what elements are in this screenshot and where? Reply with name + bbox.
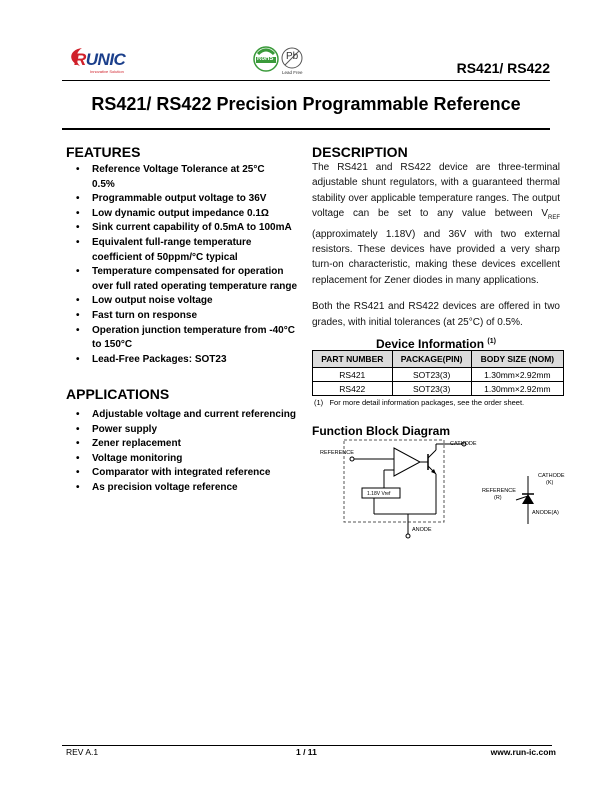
table-row (313, 368, 564, 382)
description-para-2: Both the RS421 and RS422 devices are offered in two grades, with initial tolerances (at 25°C) of 0.5%. (312, 301, 560, 328)
cathode-label: CATHODE (450, 441, 477, 447)
applications-list (66, 408, 306, 496)
application-item: • Power supply (66, 423, 306, 438)
application-item: • Zener replacement (66, 437, 306, 452)
symbol-k-label: (K) (546, 480, 554, 486)
device-info-table (312, 350, 564, 396)
title-divider (62, 128, 550, 130)
table-cell: 1.30mm×2.92mm (471, 368, 563, 382)
page-title: RS421/ RS422 Precision Programmable Reference (91, 94, 521, 114)
op-amp-symbol (394, 448, 420, 476)
table-header: BODY SIZE (NOM) (471, 351, 563, 368)
feature-item: • Programmable output voltage to 36V (66, 192, 306, 207)
header-divider (62, 80, 550, 81)
device-info-note: (1) For more detail information packages, see the order sheet. (314, 398, 525, 407)
vref-label: 1.18V Vref (367, 491, 391, 497)
logo-tagline: Innovative Solution (90, 69, 124, 74)
lead-free-label: Lead Free (282, 70, 303, 75)
logo-text: RUNIC (74, 50, 126, 69)
footer-url[interactable]: www.run-ic.com (490, 747, 556, 757)
feature-item: • Equivalent full-range temperature coefficient of 50ppm/°C typical (66, 236, 306, 265)
table-cell: 1.30mm×2.92mm (471, 382, 563, 396)
pb-label: Pb (286, 51, 299, 62)
table-cell: SOT23(3) (392, 382, 471, 396)
runic-logo (66, 44, 146, 76)
table-header: PART NUMBER (313, 351, 393, 368)
compliance-badges (252, 44, 312, 78)
feature-item: • Operation junction temperature from -40°C to 150°C (66, 324, 306, 353)
description-body (312, 160, 560, 341)
header-part-numbers: RS421/ RS422 (456, 60, 550, 76)
table-cell: RS422 (313, 382, 393, 396)
symbol-reference-label: REFERENCE (482, 488, 516, 494)
feature-item: • Low dynamic output impedance 0.1Ω (66, 207, 306, 222)
function-block-diagram (312, 436, 572, 546)
application-item: • Adjustable voltage and current referencing (66, 408, 306, 423)
description-heading: DESCRIPTION (312, 144, 408, 160)
reference-label: REFERENCE (320, 450, 354, 456)
device-info-title: Device Information $^{(1)}$ (376, 337, 496, 351)
feature-item: • Fast turn on response (66, 309, 306, 324)
feature-item: • Temperature compensated for operation over full rated operating temperature range (66, 265, 306, 294)
block-diagram-title: Function Block Diagram (312, 424, 451, 438)
anode-terminal (406, 534, 410, 538)
symbol-cathode-label: CATHODE (538, 473, 565, 479)
footer-rev: REV A.1 (66, 747, 99, 757)
footer-page: 1 / 11 (296, 747, 317, 757)
application-item: • As precision voltage reference (66, 481, 306, 496)
table-header: PACKAGE(PIN) (392, 351, 471, 368)
table-row (313, 382, 564, 396)
features-heading: FEATURES (66, 144, 141, 160)
description-para-1: The RS421 and RS422 device are three-terminal adjustable shunt regulators, with a guaranteed thermal stability over applicable temperature ranges. The output voltage can be set to any value between $V_{REF}$ (approximately 1.18V) and 36V with two external resistors. These devices have provided a very sharp turn-on characteristic, making these devices excellent replacement for Zener diodes in many applications. (312, 162, 560, 286)
feature-item: • Lead-Free Packages: SOT23 (66, 353, 306, 368)
anode-label: ANODE (412, 527, 432, 533)
symbol-r-label: (R) (494, 495, 502, 501)
rohs-label: RoHS (257, 56, 274, 62)
table-cell: RS421 (313, 368, 393, 382)
features-section (66, 144, 306, 367)
reference-terminal (350, 457, 354, 461)
application-item: • Voltage monitoring (66, 452, 306, 467)
applications-section (66, 386, 306, 496)
feature-item: • Reference Voltage Tolerance at 25°C 0.5% (66, 163, 306, 192)
shunt-regulator-symbol (516, 476, 534, 524)
application-item: • Comparator with integrated reference (66, 466, 306, 481)
feature-item: • Sink current capability of 0.5mA to 100mA (66, 221, 306, 236)
footer-divider (62, 745, 552, 746)
applications-heading: APPLICATIONS (66, 386, 170, 402)
table-cell: SOT23(3) (392, 368, 471, 382)
feature-item: • Low output noise voltage (66, 294, 306, 309)
features-list (66, 163, 306, 367)
symbol-anode-label: ANODE(A) (532, 510, 559, 516)
